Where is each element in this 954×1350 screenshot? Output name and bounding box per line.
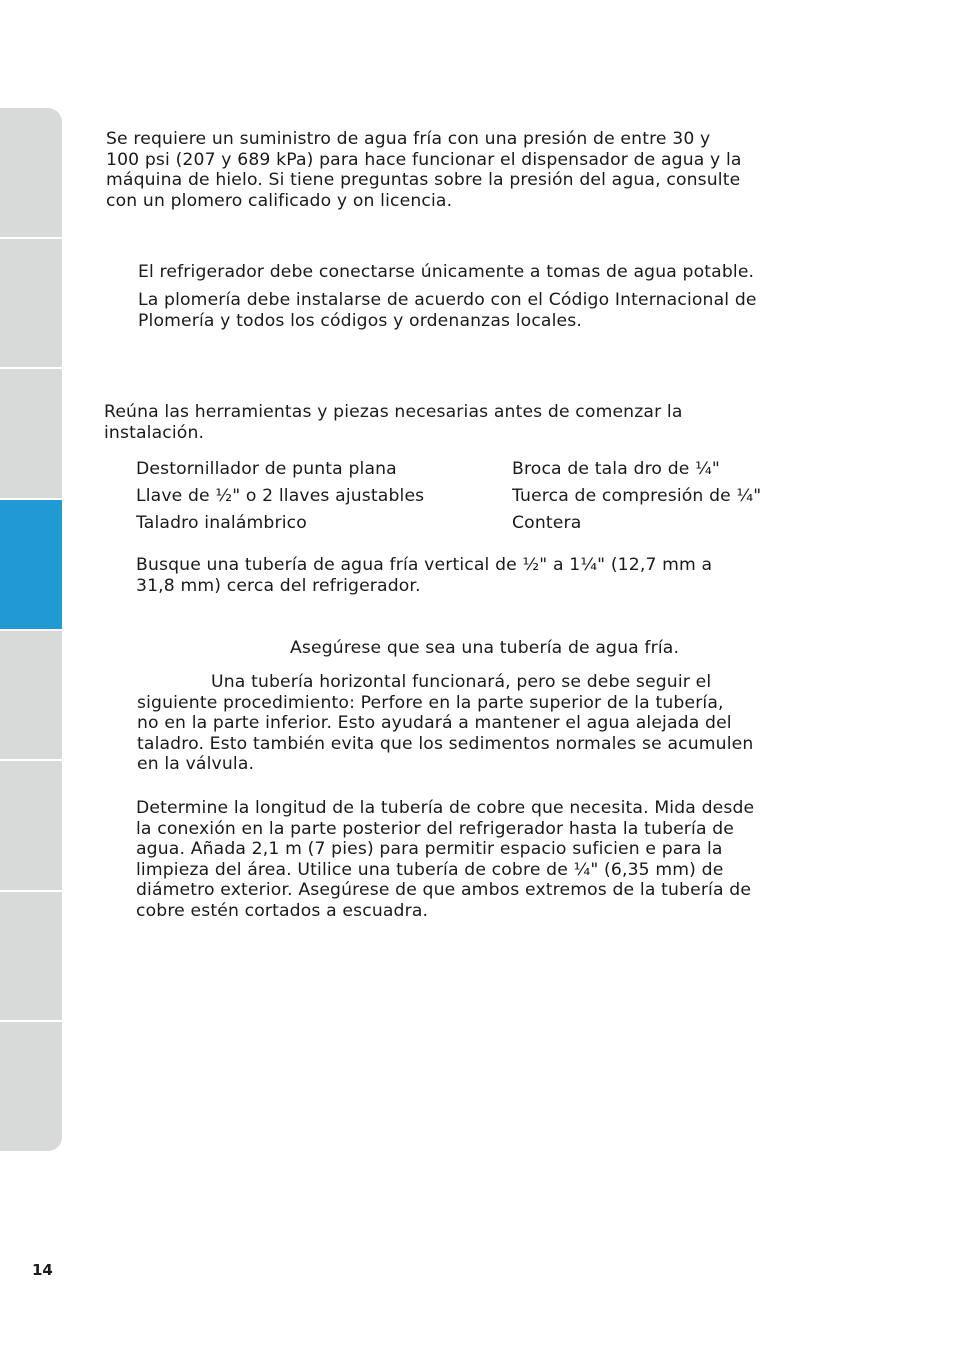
important-cold-water: Asegúrese que sea una tubería de agua fría. [290,638,680,658]
tool-right-1: Broca de tala dro de ¼" [512,459,720,479]
side-tab-8[interactable] [0,1022,62,1151]
side-tab-4-active[interactable] [0,500,62,631]
side-tab-5[interactable] [0,631,62,762]
step-copper-length: Determine la longitud de la tubería de cobre que necesita. Mida desde la conexión en la parte posterior del refrigerador hasta la tubería de agua. Añada 2,1 m (7 pies) para permitir espacio suficien e para la limpieza del área. Utilice una tubería de cobre de ¼" (6,35 mm) de diámetro exterior. Asegúrese de que ambos extremos de la tubería de cobre estén cortados a escuadra. [136,798,755,921]
tool-right-2: Tuerca de compresión de ¼" [512,486,762,506]
page-number: 14 [32,1261,53,1279]
tools-intro: Reúna las herramientas y piezas necesarias antes de comenzar la instalación. [104,402,683,443]
side-tab-2[interactable] [0,239,62,370]
side-tab-3[interactable] [0,369,62,500]
intro-paragraph: Se requiere un suministro de agua fría con una presión de entre 30 y 100 psi (207 y 689 kPa) para hace funcionar el dispensador de agua y la máquina de hielo. Si tiene preguntas sobre la presión del agua, consulte con un plomero calificado y on licencia. [106,129,742,211]
side-tab-strip [0,108,62,1151]
step-locate-pipe: Busque una tubería de agua fría vertical de ½" a 1¼" (12,7 mm a 31,8 mm) cerca del refrigerador. [136,555,713,596]
side-tab-1[interactable] [0,108,62,239]
tool-right-3: Contera [512,513,582,533]
side-tab-6[interactable] [0,761,62,892]
tool-left-2: Llave de ½" o 2 llaves ajustables [136,486,425,506]
warning-item-potable: El refrigerador debe conectarse únicamente a tomas de agua potable. [138,262,755,282]
warning-item-plumbing-code: La plomería debe instalarse de acuerdo con el Código Internacional de Plomería y todos los códigos y ordenanzas locales. [138,290,757,331]
tool-left-1: Destornillador de punta plana [136,459,397,479]
note-horizontal-pipe: Una tubería horizontal funcionará, pero se debe seguir el siguiente procedimiento: Perfore en la parte superior de la tubería, no en la parte inferior. Esto ayudará a mantener el agua alejada del taladro. Esto también evita que los sedimentos normales se acumulen en la válvula. [137,672,754,774]
side-tab-7[interactable] [0,892,62,1023]
tool-left-3: Taladro inalámbrico [136,513,307,533]
